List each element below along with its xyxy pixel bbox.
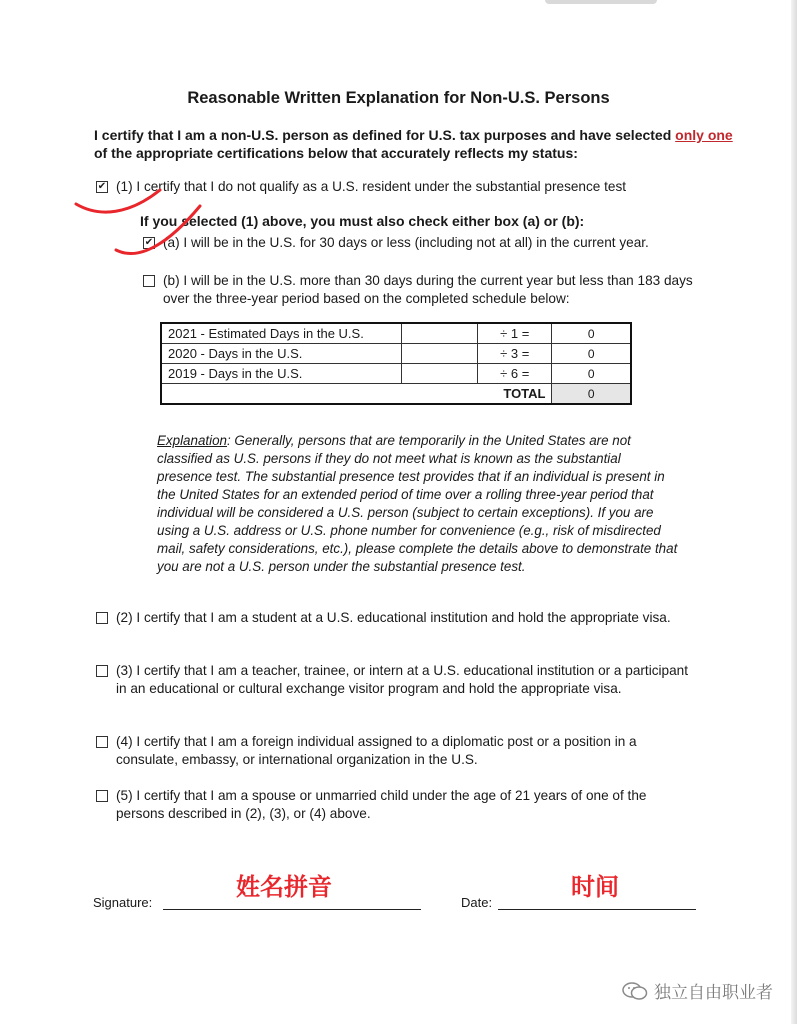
- divisor-cell: ÷ 1 =: [477, 323, 552, 344]
- option-a-label: (a) I will be in the U.S. for 30 days or less (including not at all) in the current year.: [163, 235, 649, 250]
- date-label: Date:: [461, 895, 493, 910]
- explanation-text: : Generally, persons that are temporarily in the United States are not classified as U.S. persons if they do not meet what is known as the substantial presence test. The substantial presence test provides that if an individual is present in the United States for an extended period of time over a rolling three-year period that individual will be considered a U.S. person (subject to certain exceptions). If you are using a U.S. address or U.S. phone number for convenience (e.g., risk of misdirected mail, safety considerations, etc.), please complete the details above to demonstrate that you are not a U.S. person under the substantial presence test.: [157, 433, 678, 574]
- row-label: 2021 - Estimated Days in the U.S.: [161, 323, 401, 344]
- divisor-cell: ÷ 3 =: [477, 344, 552, 364]
- watermark: [622, 978, 773, 1006]
- row-label: 2019 - Days in the U.S.: [161, 364, 401, 384]
- option-4-label: (4) I certify that I am a foreign individual assigned to a diplomatic post or a position in a consulate, embassy, or international organization in the U.S.: [116, 734, 637, 767]
- option-3-label: (3) I certify that I am a teacher, trainee, or intern at a U.S. educational institution or a participant in an educational or cultural exchange visitor program and hold the appropriate visa.: [116, 663, 688, 696]
- value-cell: 0: [552, 323, 631, 344]
- explanation-label: Explanation: [157, 433, 227, 448]
- option-2-label: (2) I certify that I am a student at a U.S. educational institution and hold the appropriate visa.: [116, 610, 671, 625]
- divisor-cell: ÷ 6 =: [477, 364, 552, 384]
- wechat-icon: [622, 981, 648, 1006]
- sub-option-heading: If you selected (1) above, you must also check either box (a) or (b):: [140, 213, 585, 229]
- option-b-label: (b) I will be in the U.S. more than 30 days during the current year but less than 183 days over the three-year period based on the completed schedule below:: [163, 273, 693, 306]
- signature-label: Signature:: [93, 895, 153, 910]
- document-title: Reasonable Written Explanation for Non-U.S. Persons: [187, 89, 610, 107]
- intro-after: of the appropriate certifications below that accurately reflects my status:: [94, 145, 578, 161]
- red-check-mark-2: [116, 206, 200, 253]
- option-5-label: (5) I certify that I am a spouse or unmarried child under the age of 21 years of one of the persons described in (2), (3), or (4) above.: [116, 788, 647, 821]
- value-cell: 0: [552, 344, 631, 364]
- intro-emphasis: only one: [675, 127, 733, 143]
- row-label: 2020 - Days in the U.S.: [161, 344, 401, 364]
- value-cell: 0: [552, 364, 631, 384]
- option-a-checkbox[interactable]: ✔: [144, 237, 154, 248]
- total-label: TOTAL: [161, 384, 552, 405]
- date-handwritten-note: 时间: [571, 873, 619, 901]
- option-1-checkbox[interactable]: ✔: [97, 181, 107, 192]
- signature-handwritten-note: 姓名拼音: [236, 873, 332, 901]
- watermark-text: 独立自由职业者: [654, 983, 773, 1003]
- intro-before: I certify that I am a non-U.S. person as defined for U.S. tax purposes and have selected: [94, 127, 676, 143]
- option-1-label: (1) I certify that I do not qualify as a U.S. resident under the substantial presence test: [116, 179, 627, 194]
- red-check-mark-1: [76, 190, 160, 212]
- total-value: 0: [552, 384, 631, 405]
